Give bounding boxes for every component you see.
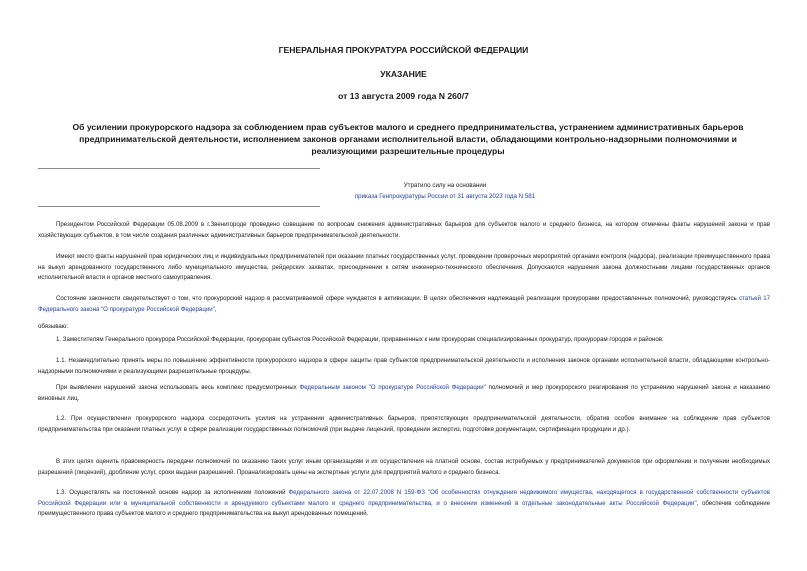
paragraph-item-1-2-assessment: В этих целях оценить правомерность передачи полномочий по оказанию таких услуг иным организациям и их осуществления на платной основе, состав истребуемых у предпринимателей документов при оформлении и получении необходимых разрешений (лицензий), дробление услуг, сроки выдачи разрешений. Проанализировать цены на экспертные услуги для предприятий малого и среднего бизнеса. [38, 458, 770, 476]
paragraph-legality [38, 294, 770, 315]
paragraph-item-1: 1. Заместителям Генерального прокурора Российской Федерации, прокурорам субъектов Российской Федерации, приравненных к ним прокурорам специализированных прокуратур, прокурорам городов и районов: [56, 336, 664, 343]
status-note-link-line [240, 192, 650, 202]
paragraph-text: Состояние законности свидетельствует о том, что прокурорский надзор в рассматриваемой сфере нуждается в активизации. В целях обеспечения надлежащей реализации прокурорами предоставленных полномочий, руководствуясь [56, 295, 740, 302]
paragraph-text: 1.3. Осуществлять на постоянной основе надзор за исполнением положений [56, 489, 289, 496]
paragraph-text: полномочий и мер прокурорского реагирования по устранению нарушений закона и наказанию виновных лиц. [38, 384, 770, 402]
paragraph-text: , [214, 305, 217, 313]
paragraph-item-1-2: 1.2. При осуществлении прокурорского надзора сосредоточить усилия на устранении административных барьеров, препятствующих предпринимательской деятельности, обратив особое внимание на соблюдение прав субъектов предпринимательства при оказании платных услуг в сфере реализации государственных полномочий (при выдаче лицензий, проведении экспертиз, подготовке документации, сертификации продукции и др.). [38, 415, 770, 433]
repeal-order-link[interactable]: приказа Генпрокуратуры России от 31 августа 2023 года N 581 [354, 193, 536, 200]
divider-bottom [38, 206, 320, 207]
article-17-link[interactable]: статьей 17 Федерального закона "О прокуратуре Российской Федерации" [38, 295, 770, 313]
document-title: Об усилении прокурорского надзора за соблюдением прав субъектов малого и среднего предпринимательства, устранением административных барьеров предпринимательской деятельности, исполнением законов органами исполнительной власти, обладающими контрольно-надзорными полномочиями и реализующими разрешительные процедуры [72, 122, 744, 156]
document-type: УКАЗАНИЕ [380, 69, 427, 79]
paragraph-text: , обеспечив соблюдение преимущественного права субъектов малого и среднего предпринимательства на выкуп арендованных помещений. [38, 499, 770, 518]
federal-law-159-link[interactable]: Федерального закона от 22.07.2008 N 159-ФЗ "Об особенностях отчуждения недвижимого имущества, находящегося в государственной собственности субъектов Российской Федерации или в муниципальной собственности и арендуемого субъектами малого и среднего предпринимательства, и о внесении изменений в отдельные законодательные акты Российской Федерации" [38, 489, 770, 507]
document-date-number: от 13 августа 2009 года N 260/7 [338, 91, 469, 101]
paragraph-violations: Имеют место факты нарушений прав юридических лиц и индивидуальных предпринимателей при оказании платных государственных услуг, проведении проверочных мероприятий органами контроля (надзора), реализации преимущественного права на выкуп арендованного государственного либо муниципального имущества, рейдерских захватах, присоединении к сетям инженерно-технического обеспечения. Допускаются нарушения закона должностными лицами государственных органов исполнительной власти и органов местного самоуправления. [38, 253, 770, 282]
divider-top [38, 168, 320, 169]
paragraph-text: При выявлении нарушений закона использовать весь комплекс предусмотренных [56, 384, 300, 391]
paragraph-item-1-3 [38, 488, 770, 520]
status-note-text: Утратило силу на основании [403, 182, 487, 189]
paragraph-oblige: обязываю: [38, 323, 69, 330]
prosecution-law-link[interactable]: Федеральным законом "О прокуратуре Российской Федерации" [299, 384, 486, 391]
paragraph-item-1-1: 1.1. Незамедлительно принять меры по повышению эффективности прокурорского надзора в сфере защиты прав субъектов предпринимательской деятельности и исполнения законов органами исполнительной власти, обладающими контрольно-надзорными полномочиями и реализующими разрешительные процедуры. [38, 357, 770, 375]
paragraph-item-1-1-measures [38, 383, 770, 404]
issuing-organization: ГЕНЕРАЛЬНАЯ ПРОКУРАТУРА РОССИЙСКОЙ ФЕДЕРАЦИИ [278, 45, 529, 55]
paragraph-meeting: Президентом Российской Федерации 05.08.2009 в г.Звенигороде проведено совещание по вопросам снижения административных барьеров для субъектов малого и среднего бизнеса, на котором отмечены факты нарушений закона и прав хозяйствующих субъектов, в том числе создания различных административных барьеров предпринимательской деятельности. [38, 221, 770, 239]
